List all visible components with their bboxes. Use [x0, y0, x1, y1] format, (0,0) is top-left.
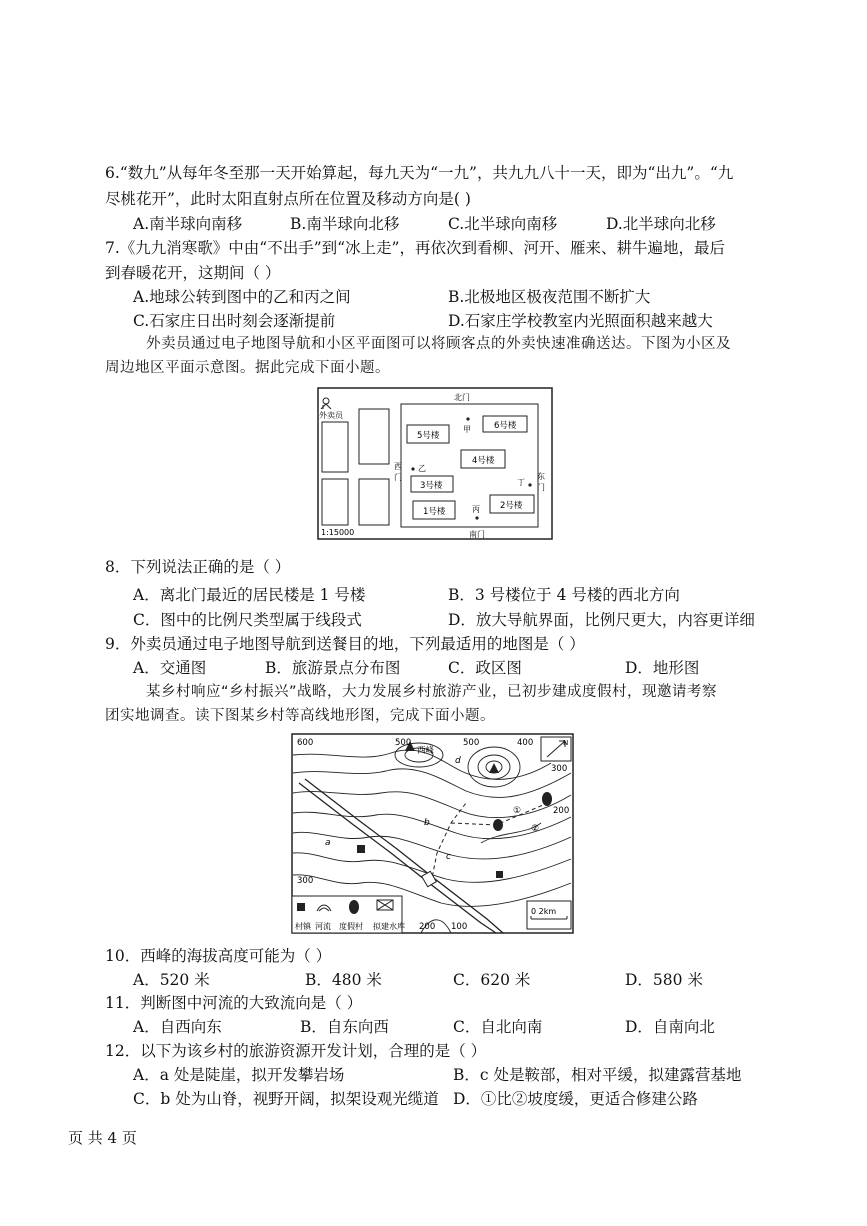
- page-footer: 页 共 4 页: [68, 1129, 137, 1147]
- intro2-line1: 某乡村响应“乡村振兴”战略，大力发展乡村旅游产业，已初步建成度假村，现邀请考察: [146, 684, 718, 700]
- q9-option-d: D．地形图: [625, 659, 700, 677]
- building-2: 2号楼: [500, 501, 523, 511]
- q6-option-c: C.北半球向南移: [448, 215, 558, 233]
- point-bing: 丙: [472, 505, 480, 514]
- q11-option-c: C．自北向南: [453, 1018, 543, 1036]
- q12-option-a: A．a 处是陡崖，拟开发攀岩场: [133, 1066, 345, 1084]
- q7-line1: 7.《九九消寒歌》中由“不出手”到“冰上走”，再依次到看柳、河开、雁来、耕牛遍地，最后: [105, 239, 725, 257]
- contour-label-100: 100: [451, 922, 468, 932]
- q8-option-b: B．3 号楼位于 4 号楼的西北方向: [448, 586, 680, 604]
- q8-stem: 8．下列说法正确的是（ ）: [105, 558, 291, 576]
- west-gate-label-1: 西: [394, 462, 402, 471]
- q7-option-b: B.北极地区极夜范围不断扩大: [448, 288, 651, 306]
- legend-river: 河流: [315, 922, 331, 931]
- q10-option-d: D．580 米: [625, 971, 703, 989]
- building-1: 1号楼: [423, 507, 446, 517]
- north-label: N: [563, 739, 569, 747]
- south-gate-label: 南门: [469, 530, 485, 539]
- west-peak-label: 西峰: [417, 746, 435, 756]
- contour-label-400: 400: [517, 738, 534, 748]
- intro1-line2: 周边地区平面示意图。据此完成下面小题。: [105, 360, 390, 376]
- courier-label: 外卖员: [319, 411, 343, 420]
- route-mark-2: ②: [531, 824, 540, 834]
- contour-map: [291, 733, 574, 934]
- q6-line1: 6.“数九”从每年冬至那一天开始算起，每九天为“一九”，共九九八十一天，即为“出九”。“九: [105, 164, 734, 182]
- contour-label-300-a: 300: [551, 764, 568, 774]
- legend-resort: 度假村: [339, 922, 363, 931]
- intro2-line2: 团实地调查。读下图某乡村等高线地形图，完成下面小题。: [105, 708, 495, 724]
- q7-option-d: D.石家庄学校教室内光照面积越来越大: [448, 312, 713, 330]
- east-gate-label-1: 东: [537, 472, 545, 481]
- map2-scale-label: 0 2km: [531, 907, 557, 916]
- q9-stem: 9．外卖员通过电子地图导航到送餐目的地，下列最适用的地图是（ ）: [105, 635, 585, 653]
- q11-option-d: D．自南向北: [625, 1018, 715, 1036]
- q7-option-c: C.石家庄日出时刻会逐渐提前: [133, 312, 336, 330]
- contour-label-600: 600: [297, 738, 314, 748]
- q11-option-b: B．自东向西: [300, 1018, 389, 1036]
- building-5: 5号楼: [417, 431, 440, 441]
- q6-line2: 尽桃花开”，此时太阳直射点所在位置及移动方向是( ): [105, 190, 471, 208]
- q10-stem: 10．西峰的海拔高度可能为（ ）: [105, 947, 332, 965]
- legend-village: 村镇: [295, 922, 311, 931]
- contour-label-300-b: 300: [297, 876, 314, 886]
- q9-option-a: A．交通图: [133, 659, 207, 677]
- contour-label-500-a: 500: [395, 738, 412, 748]
- legend-resort-icon: [349, 900, 359, 914]
- building-6: 6号楼: [494, 421, 517, 431]
- q12-stem: 12．以下为该乡村的旅游资源开发计划，合理的是（ ）: [105, 1042, 487, 1060]
- q12-option-b: B．c 处是鞍部，相对平缓，拟建露营基地: [453, 1066, 742, 1084]
- point-d: d: [455, 756, 461, 766]
- contour-label-500-b: 500: [463, 738, 480, 748]
- neighborhood-map: [317, 387, 553, 541]
- q10-option-b: B．480 米: [305, 971, 382, 989]
- map1-scale: 1:15000: [321, 528, 355, 537]
- village-icon: [357, 845, 365, 853]
- point-c: c: [446, 852, 451, 862]
- legend-village-icon: [297, 903, 305, 911]
- q6-option-d: D.北半球向北移: [606, 215, 716, 233]
- q11-stem: 11．判断图中河流的大致流向是（ ）: [105, 994, 363, 1012]
- contour-label-200-a: 200: [553, 806, 570, 816]
- point-ding: 丁: [517, 478, 525, 487]
- q8-option-c: C．图中的比例尺类型属于线段式: [133, 611, 362, 629]
- legend-reservoir: 拟建水库: [373, 922, 405, 931]
- q10-option-c: C．620 米: [453, 971, 531, 989]
- q8-option-d: D．放大导航界面，比例尺更大，内容更详细: [448, 611, 755, 629]
- east-gate-label-2: 门: [537, 483, 545, 492]
- route-mark-1: ①: [513, 806, 522, 816]
- point-a: a: [325, 838, 331, 848]
- point-jia: 甲: [463, 425, 471, 434]
- contour-label-200-b: 200: [419, 922, 436, 932]
- intro1-line1: 外卖员通过电子地图导航和小区平面图可以将顾客点的外卖快速准确送达。下图为小区及: [146, 336, 731, 352]
- q9-option-b: B．旅游景点分布图: [265, 659, 401, 677]
- q11-option-a: A．自西向东: [133, 1018, 222, 1036]
- q6-option-b: B.南半球向北移: [290, 215, 400, 233]
- q7-option-a: A.地球公转到图中的乙和丙之间: [133, 288, 351, 306]
- building-3: 3号楼: [420, 481, 443, 491]
- q10-option-a: A．520 米: [133, 971, 210, 989]
- point-yi: 乙: [418, 464, 426, 473]
- resort-icon: [542, 792, 552, 806]
- north-gate-label: 北门: [454, 393, 470, 402]
- building-4: 4号楼: [472, 456, 495, 466]
- q12-option-c: C．b 处为山脊，视野开阔，拟架设观光缆道: [133, 1090, 439, 1108]
- resort-icon: [493, 819, 503, 831]
- q6-option-a: A.南半球向南移: [133, 215, 243, 233]
- q8-option-a: A．离北门最近的居民楼是 1 号楼: [133, 586, 366, 604]
- q12-option-d: D．①比②坡度缓，更适合修建公路: [453, 1090, 698, 1108]
- q9-option-c: C．政区图: [448, 659, 522, 677]
- west-gate-label-2: 门: [394, 473, 402, 482]
- village-icon: [496, 871, 503, 878]
- point-b: b: [424, 818, 430, 828]
- q7-line2: 到春暖花开，这期间（ ）: [105, 264, 281, 282]
